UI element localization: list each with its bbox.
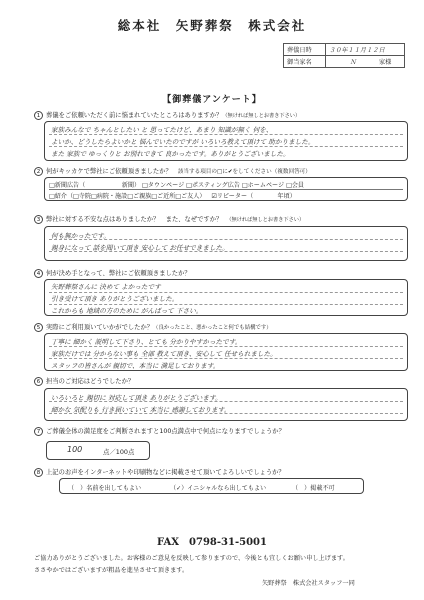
question-note: （良かったこと、悪かったこと何でも結構です） xyxy=(153,325,272,331)
answer-text: 家族だけでは 分からない事も 全部 教えて頂き、安心して 任せられました。 xyxy=(51,350,277,358)
option-no-publish[interactable]: （ ）掲載不可 xyxy=(292,485,335,492)
answer-text: また 家族で ゆっくりと お別れできて 良かったです。ありがとうございました。 xyxy=(51,150,290,158)
answer-text: 丁寧に 細かく 説明して下さり、とても 分かりやすかったです。 xyxy=(51,338,242,346)
signature: 矢野葬祭 株式会社スタッフ一同 xyxy=(262,580,355,587)
answer-text: よいか、どうしたらよいかと 悩んでいたのですが いろいろ教えて頂けて 助かりました。 xyxy=(51,138,315,146)
question-number: 2 xyxy=(34,167,43,176)
answer-box-4[interactable] xyxy=(44,279,408,316)
question-4 xyxy=(34,268,191,278)
checkbox-icon[interactable]: □ xyxy=(49,193,55,200)
answer-box-1[interactable] xyxy=(44,121,408,161)
question-note: 該当する項目の□に✔をしてください（複数回答可） xyxy=(177,169,311,175)
option-member: 会員 xyxy=(291,182,305,189)
answer-text: 細かな 気配りも 行き届いていて 本当に 感謝しております。 xyxy=(51,406,231,414)
question-3 xyxy=(34,214,304,224)
family-name-suffix: 家様 xyxy=(378,59,392,66)
option-posting: ポスティング広告 xyxy=(191,182,240,189)
survey-title: 【御葬儀アンケート】 xyxy=(162,95,262,105)
question-number: 7 xyxy=(34,427,43,436)
answer-text: いろいろと 親切に 対応して頂き ありがとうございます。 xyxy=(51,394,222,402)
consent-box xyxy=(59,478,364,494)
question-number: 5 xyxy=(34,323,43,332)
question-text: ご葬儀全体の満足度をご判断されますと100点満点中で何点になりますでしょうか？ xyxy=(46,428,285,435)
answer-text: 家族みんなで ちゃんとしたい と 思ってたけど、あまり 知識が無く 何を、 xyxy=(51,126,273,134)
funeral-info-table xyxy=(283,43,405,68)
family-name-value: Ｎ xyxy=(349,59,357,66)
score-value: 100 xyxy=(67,445,83,454)
answer-text: 矢野葬祭さんに 決めて よかったです xyxy=(51,283,161,291)
question-2 xyxy=(34,166,311,176)
question-6 xyxy=(34,376,134,386)
question-text: 担当のご対応はどうでしたか？ xyxy=(46,378,135,385)
answer-text: 引き受けて頂き ありがとうございました。 xyxy=(51,295,179,303)
question-number: 6 xyxy=(34,377,43,386)
question-number: 1 xyxy=(34,111,43,120)
checkbox-icon[interactable]: □ xyxy=(286,182,292,189)
question-1 xyxy=(34,110,300,120)
answer-box-2 xyxy=(44,177,408,201)
score-box[interactable] xyxy=(46,441,150,460)
family-name-label: 御当家名 xyxy=(284,56,326,68)
question-note: （無ければ無しとお書き下さい） xyxy=(222,113,301,119)
date-value: ３０年１１月１２日 xyxy=(326,44,405,56)
option-newspaper: 新聞広告（ 新聞） xyxy=(54,182,141,189)
option-referral: 紹介（□寺院□病院・施設□ご親族□ご近所□ご友人） xyxy=(54,193,206,200)
answer-box-6[interactable] xyxy=(44,388,408,421)
checkbox-checked-icon[interactable]: ☑ xyxy=(211,193,217,200)
question-5 xyxy=(34,322,272,332)
question-text: 何がキッカケで弊社にご依頼頂きましたか？ xyxy=(46,168,172,175)
question-text: 実際にご利用頂いていかがでしたか？ xyxy=(46,324,154,331)
option-homepage: ホームページ xyxy=(247,182,285,189)
answer-text: 何も無かったです。 xyxy=(51,232,110,240)
checkbox-icon[interactable]: □ xyxy=(49,182,55,189)
answer-box-5[interactable] xyxy=(44,333,408,371)
question-note: （無ければ無しとお書き下さい） xyxy=(226,217,305,223)
option-townpage: タウンページ xyxy=(147,182,185,189)
checkbox-icon[interactable]: □ xyxy=(142,182,148,189)
answer-text: 親身になって 話を聞いて頂き 安心して お任せできました。 xyxy=(51,244,229,252)
question-number: 8 xyxy=(34,468,43,477)
option-row-2 xyxy=(49,191,296,200)
row-divider xyxy=(49,189,403,190)
option-row-1 xyxy=(49,180,304,189)
score-suffix: 点／100点 xyxy=(103,448,135,456)
company-title: 総本社 矢野葬祭 株式会社 xyxy=(117,18,307,33)
thanks-message: ご協力ありがとうございました。お客様のご意見を反映して参りますので、今後とも宜しくお願い申し上げます。 xyxy=(34,555,349,562)
question-8 xyxy=(34,467,285,477)
answer-text: スタッフの皆さんが 親切で、本当に 満足しております。 xyxy=(51,362,220,370)
answer-text: これからも 地域の方のために がんばって 下さい。 xyxy=(51,307,203,315)
date-label: 葬儀日時 xyxy=(284,44,326,56)
gift-message: ささやかではございますが粗品を進呈させて頂きます。 xyxy=(34,567,189,574)
answer-line xyxy=(49,304,403,305)
option-name-ok[interactable]: （ ）名前を出してもよい xyxy=(68,485,142,492)
checkbox-icon[interactable]: □ xyxy=(241,182,248,189)
question-text: 葬儀をご依頼いただく前に悩まれていたところはありますか？ xyxy=(46,112,223,119)
option-repeater: リピーター（ 年頃） xyxy=(216,193,296,200)
checkbox-icon[interactable]: □ xyxy=(186,182,192,189)
question-text: 弊社に対する不安な点はありましたか？ また、なぜですか？ xyxy=(46,216,223,223)
question-number: 4 xyxy=(34,269,43,278)
question-text: 何が決め手となって、弊社にご依頼頂きましたか？ xyxy=(46,270,191,277)
option-initial-ok[interactable]: （✓）イニシャルなら出してもよい xyxy=(170,485,267,492)
question-text: 上記のお声をインターネットや印刷物などに掲載させて頂いてよろしいでしょうか？ xyxy=(46,469,285,476)
question-7 xyxy=(34,426,285,436)
family-name-cell xyxy=(326,56,405,68)
answer-line xyxy=(49,292,403,293)
question-number: 3 xyxy=(34,215,43,224)
answer-box-3[interactable] xyxy=(44,226,408,261)
fax-number: FAX 0798-31-5001 xyxy=(157,537,267,548)
